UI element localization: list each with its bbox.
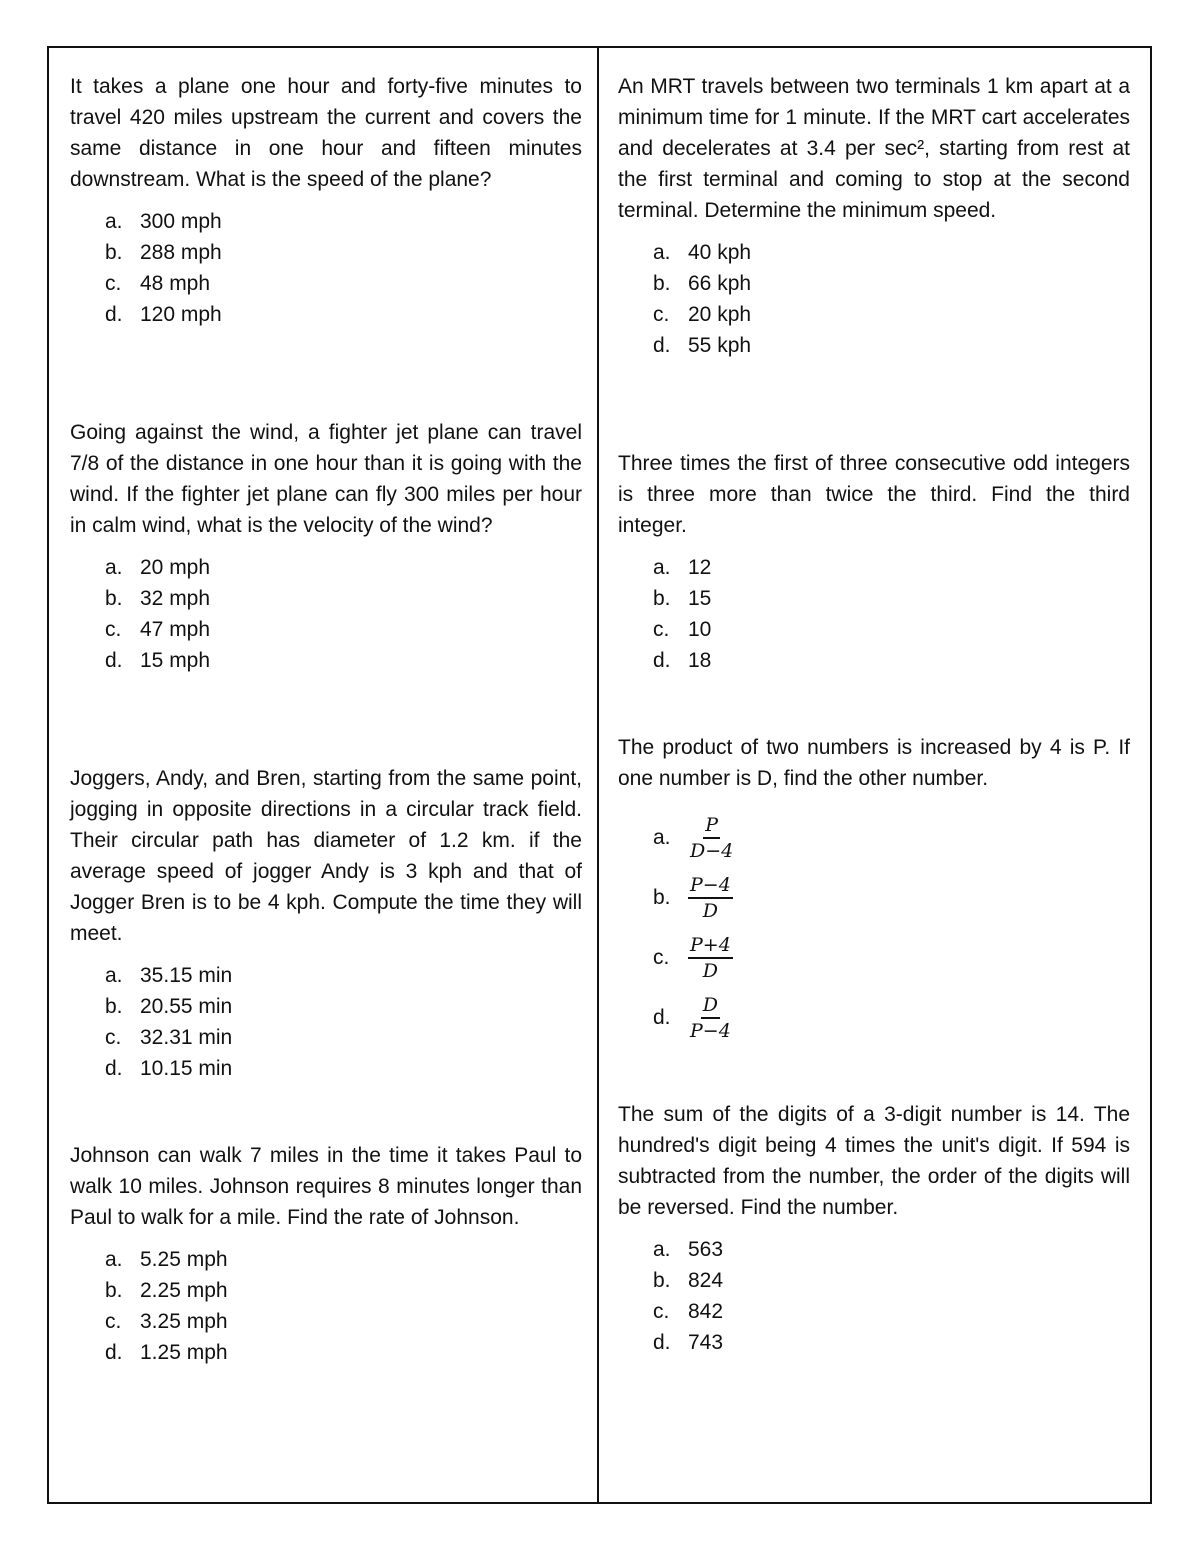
column-divider: [597, 48, 599, 1502]
choice-label: a.: [653, 241, 671, 264]
choice-text: 32.31 min: [140, 1026, 233, 1049]
choice-text: 12: [688, 556, 712, 579]
choice-c[interactable]: [70, 614, 582, 645]
choice-label: a.: [105, 964, 123, 987]
choice-label: d.: [653, 334, 671, 357]
fraction-numerator: P: [703, 814, 720, 839]
choice-label: a.: [653, 556, 671, 579]
question-other-number: [618, 732, 1130, 1048]
question-stem: The product of two numbers is increased by 4 is P. If one number is D, find the other number.: [618, 736, 1130, 790]
choice-text: 300 mph: [140, 210, 222, 233]
choice-list: [618, 1234, 1130, 1358]
choice-text: 15 mph: [140, 649, 211, 672]
choice-a[interactable]: [70, 960, 582, 991]
choice-label: b.: [653, 1269, 671, 1292]
left-column: [70, 48, 582, 1502]
choice-label: c.: [653, 303, 670, 326]
question-three-digit-number: [618, 1099, 1130, 1358]
choice-text: 20.55 min: [140, 995, 233, 1018]
choice-text: 66 kph: [688, 272, 752, 295]
fraction-numerator: P+4: [688, 934, 733, 959]
choice-label: c.: [105, 618, 122, 641]
choice-c[interactable]: [618, 299, 1130, 330]
question-stem: Three times the first of three consecutive odd integers is three more than twice the third. Find the third integer.: [618, 452, 1130, 537]
choice-text: 10.15 min: [140, 1057, 233, 1080]
choice-a[interactable]: [618, 1234, 1130, 1265]
choice-label: b.: [105, 241, 123, 264]
choice-c[interactable]: [618, 928, 1130, 988]
choice-b[interactable]: [618, 868, 1130, 928]
choice-b[interactable]: [70, 1275, 582, 1306]
question-mrt-speed: [618, 71, 1130, 361]
choice-d[interactable]: [70, 1337, 582, 1368]
choice-c[interactable]: [70, 1022, 582, 1053]
choice-text: 288 mph: [140, 241, 222, 264]
worksheet-frame: [47, 46, 1152, 1504]
choice-text: 563: [688, 1238, 724, 1261]
fraction-denominator: P−4: [690, 1020, 731, 1042]
choice-d[interactable]: [618, 988, 1130, 1048]
choice-text: 48 mph: [140, 272, 211, 295]
choice-label: b.: [653, 587, 671, 610]
question-plane-speed: [70, 71, 582, 330]
choice-text: 842: [688, 1300, 724, 1323]
choice-text: 18: [688, 649, 712, 672]
question-stem: Going against the wind, a fighter jet plane can travel 7/8 of the distance in one hour than it is going with the wind. If the fighter jet plane can fly 300 miles per hour in calm wind, what is the velocity of the wind?: [70, 421, 582, 537]
choice-c[interactable]: [618, 614, 1130, 645]
choice-label: d.: [653, 1331, 671, 1354]
choice-text: 40 kph: [688, 241, 752, 264]
choice-label: a.: [653, 1238, 671, 1261]
question-stem: Joggers, Andy, and Bren, starting from the same point, jogging in opposite directions in a circular track field. Their circular path has diameter of 1.2 km. if the average speed of jogger Andy is 3 kph and that of Jogger Bren is to be 4 kph. Compute the time they will meet.: [70, 767, 582, 945]
fraction-numerator: P−4: [688, 874, 733, 899]
choice-label: c.: [105, 272, 122, 295]
choice-label: d.: [105, 1057, 123, 1080]
choice-label: a.: [653, 826, 671, 849]
choice-text: 743: [688, 1331, 724, 1354]
choice-label: c.: [653, 618, 670, 641]
choice-text: 55 kph: [688, 334, 752, 357]
choice-b[interactable]: [618, 583, 1130, 614]
choice-list: [70, 206, 582, 330]
fraction-denominator: D: [702, 960, 719, 982]
choice-a[interactable]: [618, 237, 1130, 268]
choice-c[interactable]: [618, 1296, 1130, 1327]
choice-d[interactable]: [70, 645, 582, 676]
question-stem: The sum of the digits of a 3-digit number is 14. The hundred's digit being 4 times the unit's digit. If 594 is subtracted from the number, the order of the digits will be reversed. Find the number.: [618, 1103, 1130, 1219]
fraction: [688, 814, 735, 862]
choice-d[interactable]: [618, 645, 1130, 676]
fraction-denominator: D: [702, 900, 719, 922]
choice-d[interactable]: [70, 1053, 582, 1084]
choice-d[interactable]: [70, 299, 582, 330]
choice-list: [618, 237, 1130, 361]
choice-label: c.: [105, 1026, 122, 1049]
choice-b[interactable]: [618, 268, 1130, 299]
choice-list: [70, 960, 582, 1084]
choice-b[interactable]: [70, 583, 582, 614]
question-stem: Johnson can walk 7 miles in the time it takes Paul to walk 10 miles. Johnson requires 8 minutes longer than Paul to walk for a mile. Find the rate of Johnson.: [70, 1144, 582, 1229]
choice-text: 47 mph: [140, 618, 211, 641]
choice-b[interactable]: [618, 1265, 1130, 1296]
choice-list: [70, 1244, 582, 1368]
choice-text: 20 kph: [688, 303, 752, 326]
fraction: [688, 874, 733, 922]
choice-c[interactable]: [70, 268, 582, 299]
choice-label: b.: [653, 272, 671, 295]
choice-list: [618, 808, 1130, 1048]
choice-label: d.: [105, 1341, 123, 1364]
choice-text: 2.25 mph: [140, 1279, 228, 1302]
choice-text: 5.25 mph: [140, 1248, 228, 1271]
choice-text: 10: [688, 618, 712, 641]
question-stem: An MRT travels between two terminals 1 km apart at a minimum time for 1 minute. If the MRT cart accelerates and decelerates at 3.4 per sec², starting from rest at the first terminal and coming to stop at the second terminal. Determine the minimum speed.: [618, 75, 1130, 222]
choice-text: 15: [688, 587, 712, 610]
choice-text: 35.15 min: [140, 964, 233, 987]
choice-a[interactable]: [70, 1244, 582, 1275]
fraction-denominator: D−4: [690, 840, 734, 862]
choice-label: b.: [653, 886, 671, 909]
choice-b[interactable]: [70, 991, 582, 1022]
fraction-numerator: D: [701, 994, 720, 1019]
choice-label: a.: [105, 210, 123, 233]
choice-d[interactable]: [618, 330, 1130, 361]
choice-list: [70, 552, 582, 676]
choice-text: 1.25 mph: [140, 1341, 228, 1364]
right-column: [618, 48, 1130, 1502]
choice-text: 32 mph: [140, 587, 211, 610]
choice-label: d.: [653, 1006, 671, 1029]
choice-a[interactable]: [618, 808, 1130, 868]
choice-label: a.: [105, 556, 123, 579]
fraction: [688, 934, 733, 982]
choice-text: 120 mph: [140, 303, 222, 326]
choice-text: 824: [688, 1269, 724, 1292]
choice-text: 3.25 mph: [140, 1310, 228, 1333]
choice-text: 20 mph: [140, 556, 211, 579]
choice-d[interactable]: [618, 1327, 1130, 1358]
choice-label: a.: [105, 1248, 123, 1271]
question-johnson-rate: [70, 1140, 582, 1368]
choice-label: c.: [105, 1310, 122, 1333]
choice-c[interactable]: [70, 1306, 582, 1337]
fraction: [688, 994, 733, 1042]
choice-a[interactable]: [70, 206, 582, 237]
choice-label: d.: [653, 649, 671, 672]
choice-a[interactable]: [70, 552, 582, 583]
choice-label: d.: [105, 303, 123, 326]
choice-label: b.: [105, 587, 123, 610]
choice-label: d.: [105, 649, 123, 672]
question-stem: It takes a plane one hour and forty-five minutes to travel 420 miles upstream the current and covers the same distance in one hour and fifteen minutes downstream. What is the speed of the plane?: [70, 75, 582, 191]
question-wind-velocity: [70, 417, 582, 676]
choice-a[interactable]: [618, 552, 1130, 583]
question-joggers-meet: [70, 763, 582, 1084]
choice-list: [618, 552, 1130, 676]
choice-label: b.: [105, 1279, 123, 1302]
choice-label: c.: [653, 1300, 670, 1323]
choice-b[interactable]: [70, 237, 582, 268]
choice-label: b.: [105, 995, 123, 1018]
choice-label: c.: [653, 946, 670, 969]
question-odd-integers: [618, 448, 1130, 676]
